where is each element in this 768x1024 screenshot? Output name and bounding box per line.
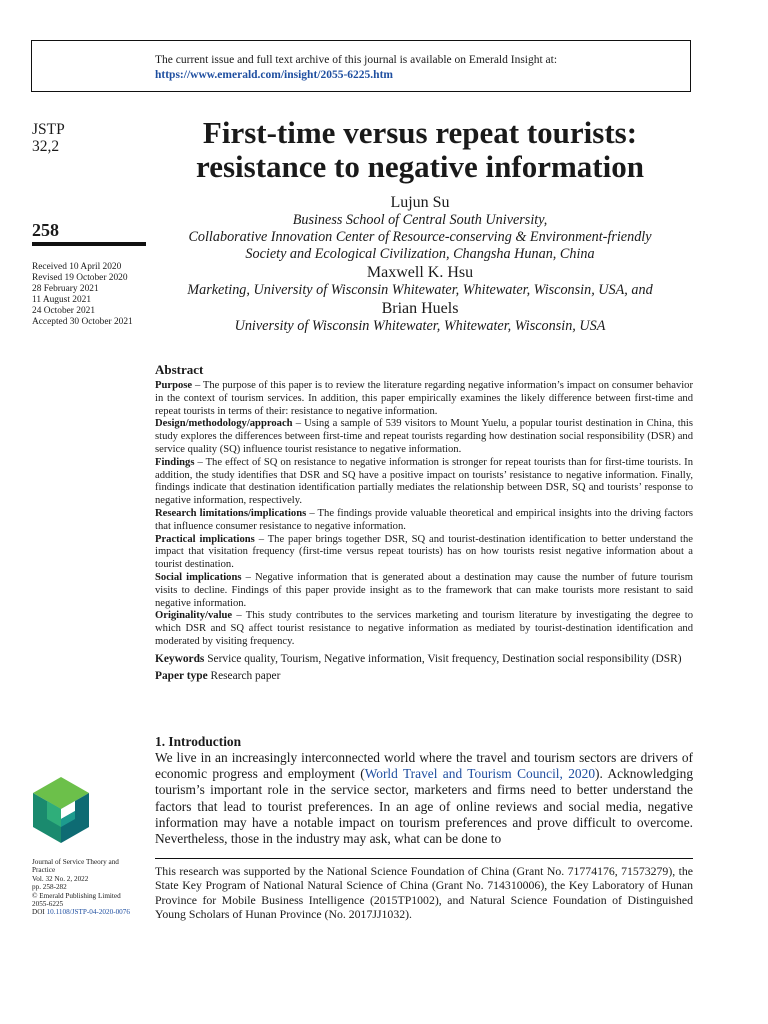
publication-info (32, 858, 142, 917)
section-text: – The findings provide valuable theoretical and empirical insights into the driving factors that influence consumer resistance to negative information. (155, 507, 693, 532)
abstract-limitations (155, 508, 693, 534)
banner-text (155, 53, 557, 83)
author-affiliation: Business School of Central South University, (292, 212, 548, 228)
emerald-journal-logo-icon (30, 775, 92, 845)
section-label: Originality/value (155, 610, 233, 622)
date-line: 28 February 2021 (32, 284, 99, 294)
introduction (155, 734, 693, 847)
paper-title (150, 116, 690, 184)
paper-type-text: Research paper (207, 669, 281, 682)
section-label: Findings (155, 456, 195, 468)
abstract-purpose (155, 380, 693, 418)
footnote-rule (155, 858, 693, 859)
date-line: 11 August 2021 (32, 295, 92, 305)
keywords (155, 652, 693, 667)
pubinfo-line: © Emerald Publishing Limited (32, 891, 121, 900)
journal-abbr: JSTP (32, 121, 65, 138)
doi-label: DOI (32, 908, 47, 917)
page-number: 258 (32, 220, 59, 240)
intro-text: We live in an increasingly interconnected world where the travel and tourism sectors are drivers of economic progress and employment ( (155, 750, 693, 782)
title-line-1: First-time versus repeat tourists: (202, 115, 638, 150)
section-text: – Using a sample of 539 visitors to Mount Yuelu, a popular tourist destination in China, this study explores the differences between first-time and repeat tourists regarding how destination social responsibility (DSR) and service quality (SQ) influence tourist resistance to negative information. (155, 418, 693, 455)
section-label: Research limitations/implications (155, 507, 307, 519)
paper-type (155, 669, 693, 684)
funding-footnote: This research was supported by the National Science Foundation of China (Grant No. 71774176, 71573279), the State Key Program of National Natural Science of China (Grant No. 714310006), the Key Laboratory of Hunan Province for Mobile Business Intelligence (2015TP1002), and Natural Science Foundation of Distinguished Young Scholars of Hunan Province (No. 2017JJ1032). (155, 864, 693, 922)
citation-link[interactable]: World Travel and Tourism Council, 2020 (364, 766, 596, 782)
pubinfo-line: Journal of Service Theory and (32, 858, 119, 866)
section-label: Practical implications (155, 533, 255, 545)
section-label: Design/methodology/approach (155, 418, 293, 430)
author-block (150, 193, 690, 335)
doi-line (32, 908, 142, 916)
section-text: – The paper brings together DSR, SQ and tourist-destination identification to better understand the impact that visitation frequency (first-time versus repeat tourists) has on how tourists resist negative information about a tourist destination. (155, 533, 693, 571)
pubinfo-line: Practice (32, 866, 56, 875)
section-text: – The effect of SQ on resistance to negative information is stronger for repeat tourists than for first-time tourists. In addition, the study identifies that DSR and SQ have a positive impact on tourists’ resistance to negative information. Finally, findings indicate that destination identification partially mediates the relationship between DSR, SQ and tourists’ response to negative information, respectively. (155, 456, 693, 507)
history-dates (32, 262, 133, 328)
section-text: – Negative information that is generated about a destination may cause the number of future tourism visits to decline. Findings of this paper provide insight as to the framework that can make tourists more resistant to said negative information. (155, 571, 693, 609)
abstract (155, 362, 693, 684)
section-label: Purpose (155, 380, 193, 391)
keywords-label: Keywords (155, 652, 205, 665)
pubinfo-line: Vol. 32 No. 2, 2022 (32, 874, 89, 883)
title-line-2: resistance to negative information (196, 149, 644, 184)
pubinfo-line: pp. 258-282 (32, 883, 67, 892)
intro-heading: 1. Introduction (155, 734, 242, 749)
doi-link[interactable]: 10.1108/JSTP-04-2020-0076 (46, 908, 130, 917)
date-line: Accepted 30 October 2021 (32, 317, 133, 327)
date-line: 24 October 2021 (32, 306, 96, 316)
journal-url-link[interactable]: https://www.emerald.com/insight/2055-6225.htm (155, 69, 393, 81)
keywords-text: Service quality, Tourism, Negative information, Visit frequency, Destination social responsibility (DSR) (204, 652, 682, 665)
author-affiliation: Marketing, University of Wisconsin Whitewater, Whitewater, Wisconsin, USA, and (187, 282, 653, 298)
date-line: Received 10 April 2020 (32, 262, 122, 272)
author-affiliation: University of Wisconsin Whitewater, Whitewater, Wisconsin, USA (234, 318, 606, 334)
volume-issue: 32,2 (32, 138, 60, 155)
abstract-social (155, 572, 693, 610)
date-line: Revised 19 October 2020 (32, 273, 128, 283)
journal-code (32, 121, 65, 155)
section-label: Social implications (155, 571, 242, 583)
abstract-originality (155, 610, 693, 648)
banner-line: The current issue and full text archive of this journal is available on Emerald Insight at: (155, 54, 558, 66)
paper-type-label: Paper type (155, 669, 208, 682)
author-affiliation: Collaborative Innovation Center of Resource-conserving & Environment-friendly (188, 229, 652, 245)
abstract-findings (155, 457, 693, 508)
author-affiliation: Society and Ecological Civilization, Changsha Hunan, China (245, 246, 595, 262)
abstract-heading: Abstract (155, 362, 204, 377)
abstract-practical (155, 534, 693, 572)
author-name: Brian Huels (381, 300, 459, 317)
author-name: Maxwell K. Hsu (366, 264, 474, 281)
margin-rule (32, 242, 146, 246)
section-text: – This study contributes to the services marketing and tourism literature by investigating the degree to which DSR and SQ affect tourist resistance to negative information as mediated by tourist-destination identification and moderated by visiting frequency. (155, 610, 693, 647)
intro-paragraph (155, 750, 693, 847)
abstract-design (155, 418, 693, 456)
pubinfo-line: 2055-6225 (32, 900, 64, 909)
section-text: – The purpose of this paper is to review the literature regarding negative information’s impact on consumer behavior in the context of tourism services. In addition, this paper empirically examines the likely difference between first-time and repeat tourists in terms of their: resistance to negative information. (155, 380, 693, 417)
intro-text: ). Acknowledging tourism’s important role in the service sector, marketers and firms need to better understand the factors that lead to tourist preferences. In an age of online reviews and social media, negative information may have a notable impact on tourism preferences and prove difficult to overcome. Nevertheless, those in the industry may ask, what can be done to (155, 766, 694, 847)
journal-banner (31, 40, 691, 92)
author-name: Lujun Su (390, 194, 450, 211)
